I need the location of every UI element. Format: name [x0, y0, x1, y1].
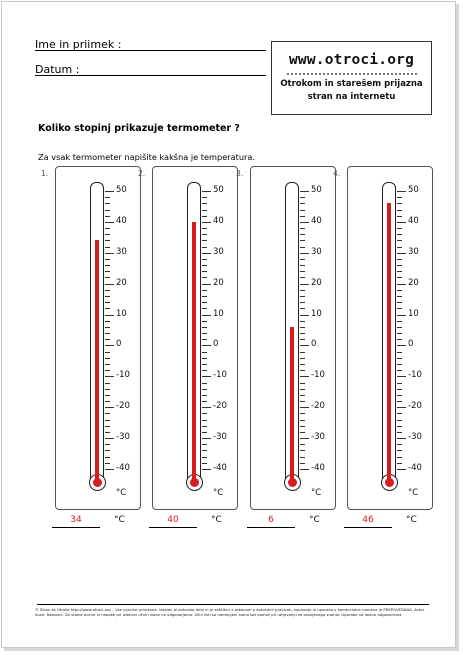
- scale-unit: °C: [311, 488, 322, 498]
- thermometer-number: 4.: [333, 169, 341, 178]
- scale-minor-tick: [202, 240, 207, 241]
- scale-major-tick: [300, 345, 309, 346]
- scale-minor-tick: [300, 450, 305, 451]
- scale-minor-tick: [105, 216, 110, 217]
- scale-minor-tick: [300, 444, 305, 445]
- scale-minor-tick: [105, 389, 110, 390]
- scale-label: 0: [213, 339, 219, 350]
- instruction-text: Za vsak termometer napišite kakšna je temperatura.: [38, 152, 256, 162]
- scale-minor-tick: [202, 401, 207, 402]
- scale-label: -20: [311, 401, 325, 412]
- scale-label: -40: [116, 463, 130, 473]
- scale-minor-tick: [300, 228, 305, 229]
- scale-minor-tick: [202, 210, 207, 211]
- scale-minor-tick: [202, 444, 207, 445]
- scale-major-tick: [397, 284, 406, 285]
- scale-label: -40: [408, 463, 422, 473]
- question-title: Koliko stopinj prikazuje termometer ?: [38, 123, 240, 134]
- thermometer-mercury: [290, 327, 294, 481]
- scale-minor-tick: [300, 203, 305, 204]
- name-label: Ime in priimek :: [35, 38, 122, 51]
- scale-minor-tick: [397, 234, 402, 235]
- scale-minor-tick: [397, 308, 402, 309]
- scale-minor-tick: [300, 277, 305, 278]
- scale-minor-tick: [202, 358, 207, 359]
- scale-minor-tick: [300, 352, 305, 353]
- scale-major-tick: [397, 222, 406, 223]
- scale-minor-tick: [202, 197, 207, 198]
- scale-label: -10: [311, 370, 325, 381]
- scale-minor-tick: [202, 277, 207, 278]
- scale-minor-tick: [202, 259, 207, 260]
- scale-minor-tick: [105, 302, 110, 303]
- scale-minor-tick: [105, 290, 110, 291]
- scale-minor-tick: [202, 426, 207, 427]
- scale-minor-tick: [300, 364, 305, 365]
- scale-minor-tick: [300, 413, 305, 414]
- scale-minor-tick: [397, 426, 402, 427]
- scale-label: 10: [116, 308, 127, 319]
- scale-minor-tick: [105, 203, 110, 204]
- scale-label: 30: [311, 246, 322, 257]
- scale-major-tick: [105, 469, 114, 470]
- scale-minor-tick: [300, 302, 305, 303]
- scale-label: 40: [116, 215, 127, 226]
- scale-minor-tick: [397, 383, 402, 384]
- scale-major-tick: [397, 253, 406, 254]
- scale-major-tick: [300, 222, 309, 223]
- answer-value: 40: [167, 515, 179, 525]
- scale-minor-tick: [300, 247, 305, 248]
- scale-minor-tick: [202, 296, 207, 297]
- scale-minor-tick: [397, 327, 402, 328]
- scale-minor-tick: [397, 321, 402, 322]
- scale-minor-tick: [202, 432, 207, 433]
- scale-label: 20: [408, 277, 419, 288]
- scale-minor-tick: [397, 432, 402, 433]
- scale-minor-tick: [202, 265, 207, 266]
- scale-major-tick: [105, 284, 114, 285]
- scale-major-tick: [105, 407, 114, 408]
- answer-unit: °C: [406, 515, 417, 525]
- name-line: [35, 50, 266, 51]
- scale-minor-tick: [397, 203, 402, 204]
- scale-label: 50: [408, 185, 419, 195]
- scale-label: 30: [408, 246, 419, 257]
- scale-minor-tick: [397, 463, 402, 464]
- scale-minor-tick: [202, 302, 207, 303]
- scale-minor-tick: [105, 197, 110, 198]
- scale-major-tick: [202, 222, 211, 223]
- thermometer-mercury: [95, 240, 99, 481]
- scale-minor-tick: [202, 420, 207, 421]
- scale-minor-tick: [397, 210, 402, 211]
- scale-minor-tick: [105, 352, 110, 353]
- scale-minor-tick: [397, 339, 402, 340]
- answer-line: [52, 527, 100, 528]
- scale-label: 30: [116, 246, 127, 257]
- scale-major-tick: [105, 222, 114, 223]
- scale-major-tick: [300, 315, 309, 316]
- scale-minor-tick: [397, 302, 402, 303]
- scale-minor-tick: [300, 321, 305, 322]
- scale-major-tick: [105, 253, 114, 254]
- scale-label: 40: [408, 215, 419, 226]
- scale-minor-tick: [300, 420, 305, 421]
- scale-major-tick: [105, 315, 114, 316]
- scale-minor-tick: [397, 271, 402, 272]
- scale-minor-tick: [300, 308, 305, 309]
- scale-major-tick: [202, 345, 211, 346]
- scale-minor-tick: [300, 383, 305, 384]
- scale-major-tick: [202, 469, 211, 470]
- scale-minor-tick: [397, 228, 402, 229]
- scale-label: 20: [213, 277, 224, 288]
- scale-minor-tick: [397, 296, 402, 297]
- scale-label: 20: [311, 277, 322, 288]
- scale-minor-tick: [202, 203, 207, 204]
- answer-line: [344, 527, 392, 528]
- answer-value: 6: [268, 515, 274, 525]
- scale-minor-tick: [300, 296, 305, 297]
- thermometer-number: 3.: [236, 169, 244, 178]
- scale-minor-tick: [397, 389, 402, 390]
- logo-url: www.otroci.org: [288, 52, 415, 68]
- scale-minor-tick: [397, 450, 402, 451]
- scale-minor-tick: [105, 420, 110, 421]
- scale-minor-tick: [397, 197, 402, 198]
- scale-minor-tick: [300, 265, 305, 266]
- scale-major-tick: [202, 407, 211, 408]
- answer-line: [149, 527, 197, 528]
- scale-label: 0: [408, 339, 414, 350]
- scale-minor-tick: [105, 413, 110, 414]
- scale-label: 10: [213, 308, 224, 319]
- scale-label: 10: [408, 308, 419, 319]
- scale-unit: °C: [213, 488, 224, 498]
- scale-label: -30: [116, 432, 130, 443]
- answer-unit: °C: [211, 515, 222, 525]
- scale-minor-tick: [300, 216, 305, 217]
- scale-minor-tick: [397, 401, 402, 402]
- footer-copyright: © Stran za Otroke http://www.otroci.org – Vse pravice pridržane. Izdelek je avtorsko delo in je zaščiten z zakonom o avtorskih pravicah, kopiranje in uporaba v komercialne namene je PREPOVEDANA. Avtor ilustr. Rakovec. Za stalne ocene in napake pri izdelavi učnih listov ne odgovarjamo. Učni listi so namenjeni samo kot pomoč pri utrjevanju že osvojenega znanja. Uporaba na lastno odgovornost.: [35, 607, 425, 617]
- worksheet-page: [1, 1, 456, 648]
- scale-minor-tick: [397, 358, 402, 359]
- scale-label: 0: [116, 339, 122, 350]
- scale-label: -30: [408, 432, 422, 443]
- footer-rule: [37, 604, 429, 605]
- scale-minor-tick: [105, 463, 110, 464]
- scale-minor-tick: [397, 290, 402, 291]
- scale-label: 50: [213, 185, 224, 195]
- scale-label: 20: [116, 277, 127, 288]
- scale-minor-tick: [202, 228, 207, 229]
- scale-label: -10: [116, 370, 130, 381]
- scale-minor-tick: [105, 426, 110, 427]
- scale-label: 50: [116, 185, 127, 195]
- scale-minor-tick: [105, 450, 110, 451]
- scale-label: 50: [311, 185, 322, 195]
- scale-minor-tick: [397, 240, 402, 241]
- scale-minor-tick: [397, 364, 402, 365]
- scale-minor-tick: [202, 395, 207, 396]
- scale-major-tick: [397, 438, 406, 439]
- scale-minor-tick: [105, 265, 110, 266]
- scale-label: 40: [213, 215, 224, 226]
- scale-label: -40: [213, 463, 227, 473]
- scale-major-tick: [397, 345, 406, 346]
- scale-major-tick: [397, 315, 406, 316]
- answer-unit: °C: [309, 515, 320, 525]
- scale-major-tick: [105, 345, 114, 346]
- scale-minor-tick: [202, 247, 207, 248]
- scale-minor-tick: [397, 333, 402, 334]
- scale-minor-tick: [202, 216, 207, 217]
- scale-minor-tick: [105, 228, 110, 229]
- scale-minor-tick: [105, 271, 110, 272]
- scale-minor-tick: [300, 395, 305, 396]
- scale-minor-tick: [105, 321, 110, 322]
- scale-minor-tick: [202, 413, 207, 414]
- scale-label: -30: [311, 432, 325, 443]
- scale-minor-tick: [202, 450, 207, 451]
- scale-label: 0: [311, 339, 317, 350]
- answer-unit: °C: [114, 515, 125, 525]
- scale-minor-tick: [300, 426, 305, 427]
- thermometer-mercury: [192, 222, 196, 481]
- scale-minor-tick: [397, 444, 402, 445]
- scale-minor-tick: [105, 240, 110, 241]
- scale-minor-tick: [397, 216, 402, 217]
- answer-value: 46: [362, 515, 374, 525]
- scale-minor-tick: [105, 364, 110, 365]
- scale-minor-tick: [397, 395, 402, 396]
- scale-minor-tick: [300, 432, 305, 433]
- scale-minor-tick: [105, 259, 110, 260]
- logo-tagline-1: Otrokom in starešem prijazna: [280, 79, 423, 89]
- scale-minor-tick: [202, 389, 207, 390]
- scale-label: 10: [311, 308, 322, 319]
- scale-minor-tick: [397, 420, 402, 421]
- date-label: Datum :: [35, 63, 80, 76]
- scale-minor-tick: [202, 339, 207, 340]
- scale-minor-tick: [105, 444, 110, 445]
- date-line: [35, 75, 266, 76]
- scale-minor-tick: [300, 327, 305, 328]
- scale-minor-tick: [300, 240, 305, 241]
- scale-minor-tick: [300, 370, 305, 371]
- scale-minor-tick: [105, 358, 110, 359]
- scale-major-tick: [397, 469, 406, 470]
- scale-minor-tick: [397, 265, 402, 266]
- scale-label: -20: [116, 401, 130, 412]
- scale-minor-tick: [202, 383, 207, 384]
- scale-minor-tick: [300, 333, 305, 334]
- scale-major-tick: [397, 376, 406, 377]
- scale-minor-tick: [202, 327, 207, 328]
- scale-minor-tick: [105, 339, 110, 340]
- scale-minor-tick: [105, 383, 110, 384]
- scale-minor-tick: [300, 271, 305, 272]
- scale-minor-tick: [202, 290, 207, 291]
- scale-minor-tick: [397, 413, 402, 414]
- scale-label: 30: [213, 246, 224, 257]
- scale-minor-tick: [300, 234, 305, 235]
- scale-major-tick: [300, 191, 309, 192]
- scale-minor-tick: [202, 321, 207, 322]
- scale-minor-tick: [300, 290, 305, 291]
- scale-major-tick: [105, 191, 114, 192]
- scale-major-tick: [397, 191, 406, 192]
- scale-minor-tick: [105, 432, 110, 433]
- scale-major-tick: [397, 407, 406, 408]
- scale-minor-tick: [397, 247, 402, 248]
- thermometer-mercury: [387, 203, 391, 481]
- scale-major-tick: [300, 438, 309, 439]
- scale-major-tick: [300, 469, 309, 470]
- scale-major-tick: [202, 315, 211, 316]
- scale-minor-tick: [202, 234, 207, 235]
- scale-minor-tick: [397, 259, 402, 260]
- scale-minor-tick: [105, 308, 110, 309]
- scale-label: -20: [408, 401, 422, 412]
- scale-major-tick: [202, 376, 211, 377]
- scale-major-tick: [300, 407, 309, 408]
- scale-minor-tick: [300, 463, 305, 464]
- scale-major-tick: [202, 191, 211, 192]
- scale-minor-tick: [105, 296, 110, 297]
- scale-minor-tick: [300, 197, 305, 198]
- logo-divider: [287, 73, 417, 75]
- scale-label: -10: [213, 370, 227, 381]
- scale-major-tick: [105, 438, 114, 439]
- scale-minor-tick: [300, 457, 305, 458]
- answer-line: [247, 527, 295, 528]
- scale-minor-tick: [105, 333, 110, 334]
- scale-unit: °C: [408, 488, 419, 498]
- scale-minor-tick: [202, 463, 207, 464]
- scale-label: -40: [311, 463, 325, 473]
- scale-minor-tick: [105, 210, 110, 211]
- scale-minor-tick: [202, 352, 207, 353]
- scale-minor-tick: [105, 247, 110, 248]
- scale-minor-tick: [105, 457, 110, 458]
- scale-minor-tick: [105, 277, 110, 278]
- scale-minor-tick: [300, 389, 305, 390]
- scale-minor-tick: [202, 333, 207, 334]
- answer-value: 34: [70, 515, 82, 525]
- scale-minor-tick: [397, 277, 402, 278]
- scale-minor-tick: [300, 210, 305, 211]
- scale-minor-tick: [397, 370, 402, 371]
- scale-major-tick: [300, 284, 309, 285]
- scale-major-tick: [300, 376, 309, 377]
- logo-tagline-2: stran na internetu: [307, 92, 396, 102]
- scale-minor-tick: [105, 327, 110, 328]
- scale-minor-tick: [202, 308, 207, 309]
- scale-major-tick: [202, 438, 211, 439]
- scale-minor-tick: [397, 352, 402, 353]
- scale-major-tick: [300, 253, 309, 254]
- scale-minor-tick: [202, 457, 207, 458]
- scale-major-tick: [202, 253, 211, 254]
- scale-minor-tick: [300, 259, 305, 260]
- scale-label: 40: [311, 215, 322, 226]
- scale-minor-tick: [397, 457, 402, 458]
- scale-minor-tick: [300, 358, 305, 359]
- scale-minor-tick: [300, 401, 305, 402]
- scale-minor-tick: [105, 234, 110, 235]
- scale-minor-tick: [105, 370, 110, 371]
- scale-label: -10: [408, 370, 422, 381]
- scale-minor-tick: [105, 395, 110, 396]
- scale-label: -20: [213, 401, 227, 412]
- thermometer-number: 1.: [41, 169, 49, 178]
- scale-minor-tick: [202, 271, 207, 272]
- scale-major-tick: [202, 284, 211, 285]
- thermometer-number: 2.: [138, 169, 146, 178]
- scale-minor-tick: [202, 370, 207, 371]
- scale-label: -30: [213, 432, 227, 443]
- site-logo: [271, 41, 432, 115]
- scale-unit: °C: [116, 488, 127, 498]
- scale-minor-tick: [300, 339, 305, 340]
- scale-minor-tick: [105, 401, 110, 402]
- scale-major-tick: [105, 376, 114, 377]
- scale-minor-tick: [202, 364, 207, 365]
